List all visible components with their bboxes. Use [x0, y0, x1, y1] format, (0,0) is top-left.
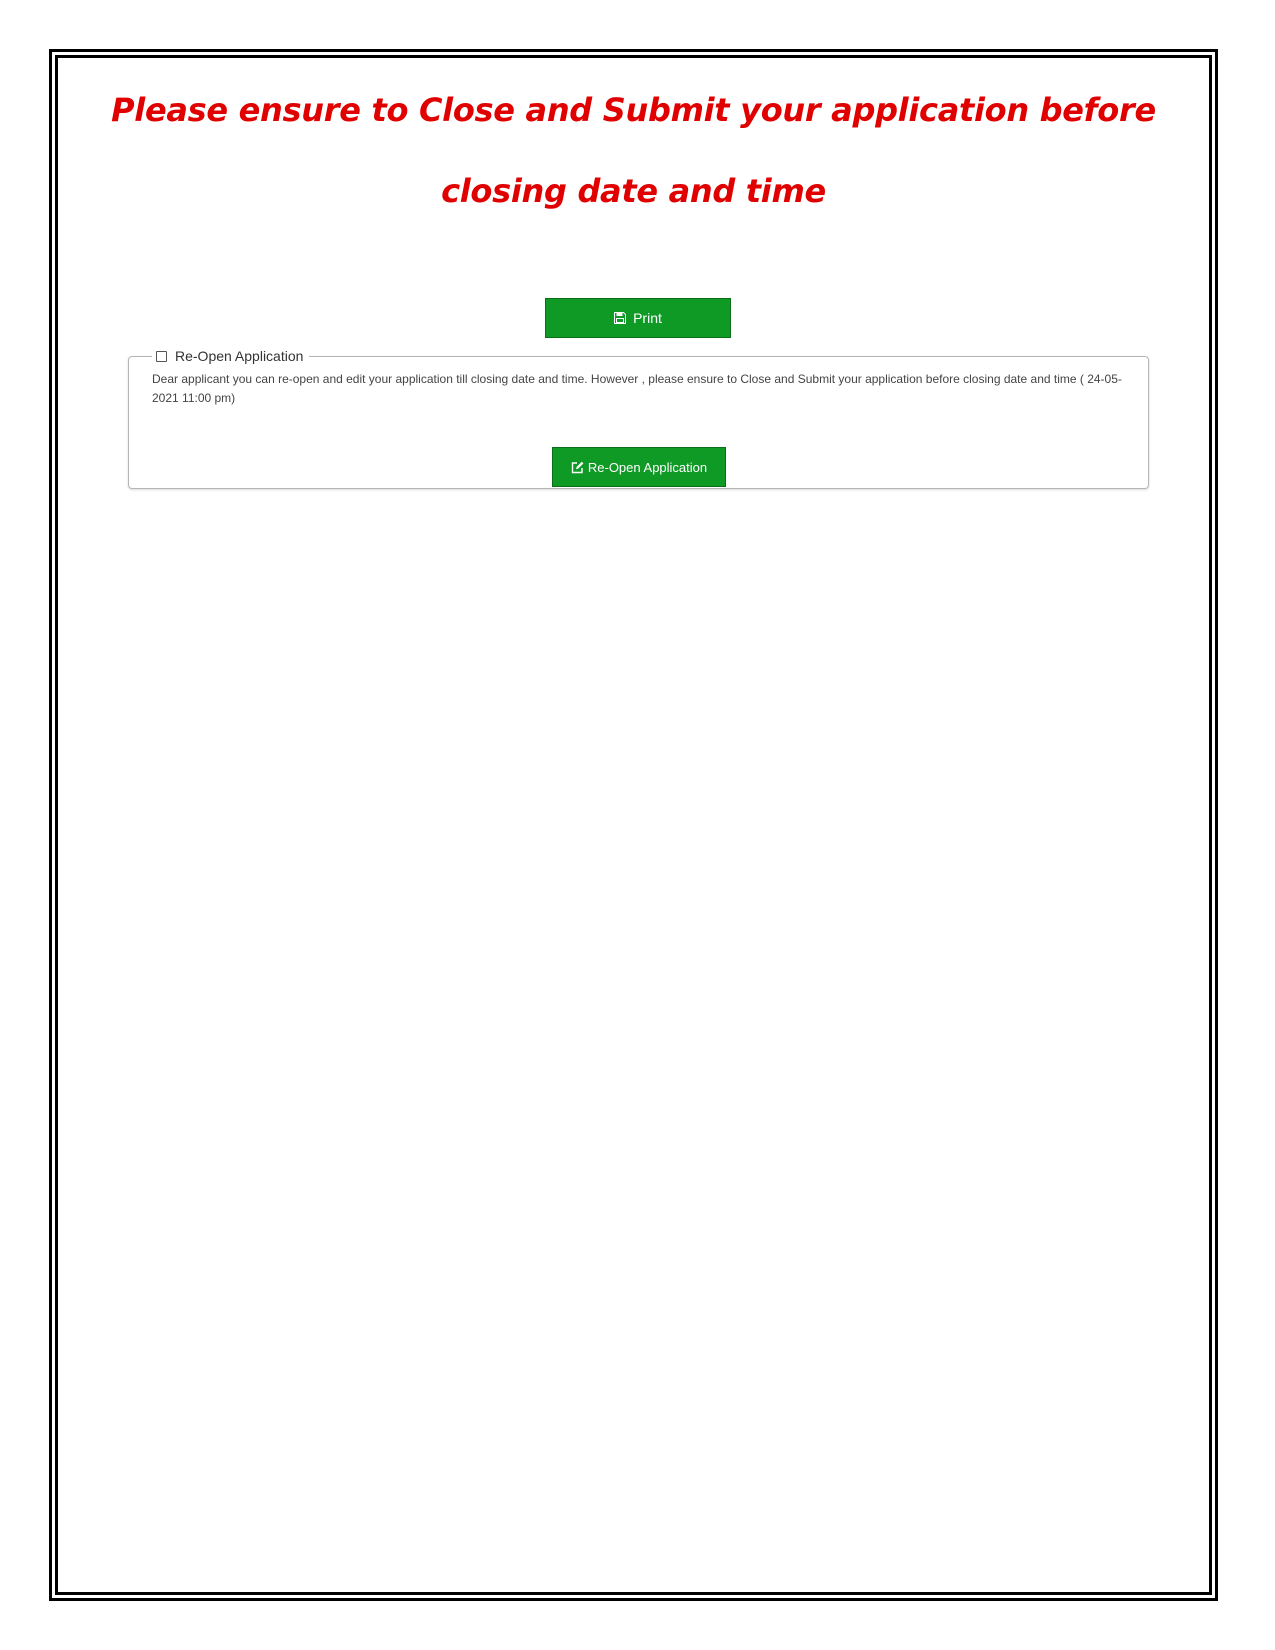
- closing-notice-line-1: Please ensure to Close and Submit your application before: [111, 91, 1156, 129]
- closing-notice: [60, 70, 1207, 232]
- reopen-application-button-label: Re-Open Application: [587, 459, 708, 475]
- floppy-disk-icon: [614, 312, 626, 324]
- page-border-inner: [55, 55, 1212, 1595]
- closing-notice-line-2: closing date and time: [441, 172, 826, 210]
- reopen-application-checkbox[interactable]: [156, 351, 167, 362]
- edit-icon: [571, 461, 584, 474]
- reopen-application-message: Dear applicant you can re-open and edit your application till closing date and time. However , please ensure to Close and Submit your application before closing date and time ( 24-05-2021 11:00 pm): [152, 372, 1122, 405]
- reopen-application-legend-label: Re-Open Application: [175, 348, 304, 364]
- reopen-application-legend: [152, 348, 309, 364]
- print-button[interactable]: [545, 298, 731, 338]
- reopen-application-panel: [128, 348, 1149, 489]
- print-button-label: Print: [633, 310, 662, 326]
- reopen-application-button[interactable]: [552, 447, 726, 487]
